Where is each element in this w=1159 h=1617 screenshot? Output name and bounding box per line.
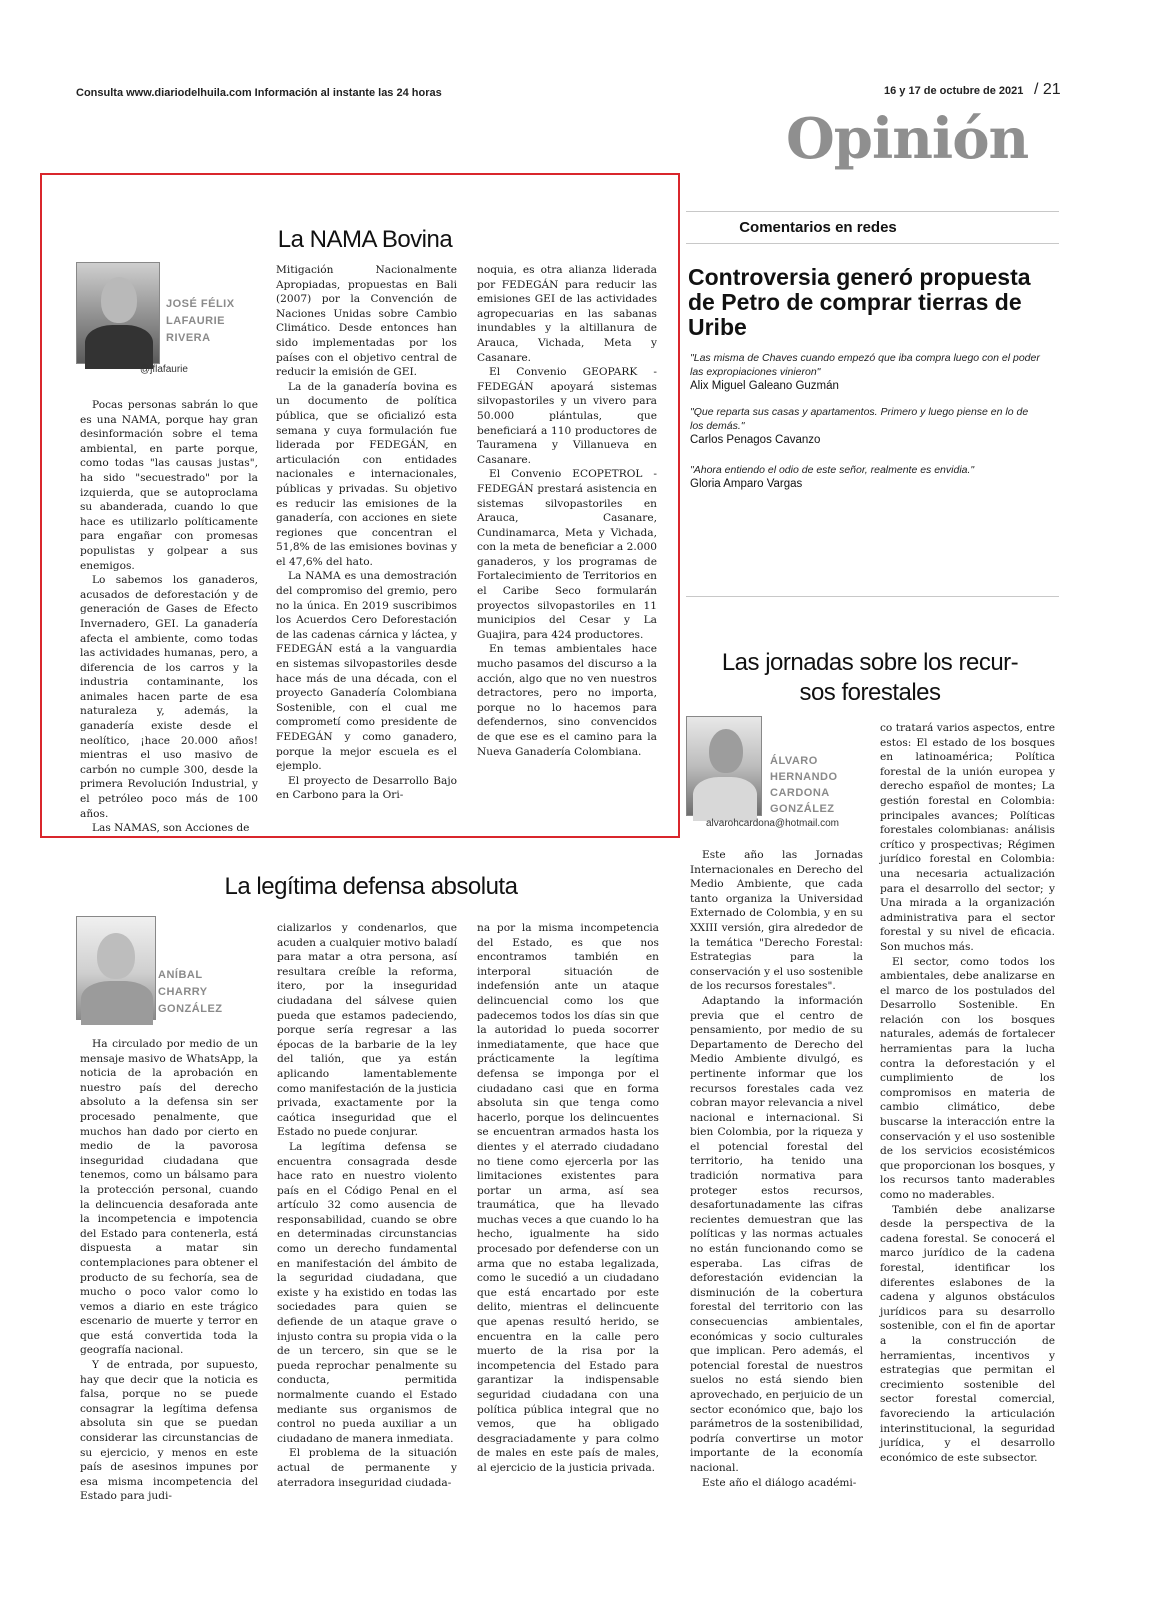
author-photo	[76, 916, 156, 1020]
article-column-2: cializarlos y condenarlos, que acuden a cualquier motivo baladí para matar a otra persona, así resultara creíble la reforma, itero, por la inseguridad ciudadana del sálvese quien pueda que estamos padeciendo, porque sería regresar a las épocas de la barbarie de la ley del talión, que ya están aplicando lamentablemente como manifestación de la justicia privada, exactamente por la caótica inseguridad que el Estado no puede conjurar. La legítima defensa se encuentra consagrada desde hace rato en nuestro violento país en el Código Penal en el artículo 32 como ausencia de responsabilidad, cuando se obre en determinadas circunstancias como un derecho fundamental en manifestación del ámbito de la seguridad ciudadana, que existe y ha existido en todas las sociedades para quien se defiende de un ataque grave o injusto contra su propia vida o la de un tercero, sin que se le pueda reprochar penalmente su conducta, permitida normalmente cuando el Estado mediante sus organismos de control no pueda auxiliar a un ciudadano de manera inmediata. El problema de la situación actual de permanente y aterradora inseguridad ciudada-	[277, 922, 457, 1489]
divider	[686, 243, 1059, 244]
article-title: Las jornadas sobre los recur- sos forestales	[721, 649, 1019, 706]
article-column-3: noquia, es otra alianza liderada por FEDEGÁN para reducir las emisiones GEI de las actividades agropecuarias en las sabanas inundables y la altillanura de Arauca, Vichada, Meta y Casanare. El Convenio GEOPARK - FEDEGÁN apoyará sistemas silvopastoriles y un vivero para 50.000 plántulas, que beneficiará a 110 productores de Tauramena y Villanueva en Casanare. El Convenio ECOPETROL - FEDEGÁN prestará asistencia en sistemas silvopastoriles en Arauca, Casanare, Cundinamarca, Meta y Vichada, con la meta de beneficiar a 2.000 ganaderos, y los programas de Fortalecimiento de Territorios en el Caribe Seco formularán proyectos silvopastoriles en 11 municipios del Cesar y La Guajira, para 424 productores. En temas ambientales hace mucho pasamos del discurso a la acción, algo que no ven nuestros detractores, pero no importa, porque no lo hacemos para defendernos, sino convencidos de que ese es el camino para la Nueva Ganadería Colombiana.	[477, 264, 657, 758]
article-column-1: Ha circulado por medio de un mensaje masivo de WhatsApp, la noticia de la aprobación en nuestro país del derecho absoluto a la defensa sin ser procesado penalmente, que muchos han dado por cierto en medio de la pavorosa inseguridad ciudadana que tenemos, como un bálsamo para la protección personal, cuando la delincuencia desaforada ante la incompetencia e impotencia del Estado para contenerla, está dispuesta a matar sin contemplaciones para obtener el producto de su fechoría, sea de mucho o poco valor como lo vemos a diario en este trágico escenario de muerte y terror en que está convertida toda la geografía nacional. Y de entrada, por supuesto, hay que decir que la noticia es falsa, porque no se puede consagrar la legítima defensa absoluta sin que se puedan considerar las circunstancias de su ejercicio, y menos en este país de asesinos impunes por esa misma incompetencia del Estado para judi-	[80, 1038, 258, 1503]
author-handle: @jflafaurie	[140, 364, 188, 375]
comment-item: "Ahora entiendo el odio de este señor, realmente es envidia." Gloria Amparo Vargas	[690, 464, 975, 490]
article-column-1: Pocas personas sabrán lo que es una NAMA, porque hay gran desinformación sobre el tema ambiental, en parte porque, como todas "las causas justas", ha sido "secuestrado" por la izquierda, que se autoproclama su abanderada, cuando lo que hace es utilizarlo políticamente para engañar con promesas populistas y golpear a sus enemigos. Lo sabemos los ganaderos, acusados de deforestación y de generación de Gases de Efecto Invernadero, GEI. La ganadería afecta el ambiente, como todas las actividades humanas, pero, a diferencia de los carros y la industria contaminante, los animales hacen parte de esa naturaleza y, además, la ganadería existe desde el neolítico, ¡hace 20.000 años! mientras el uso masivo de carbón no cumple 300, desde la primera Revolución Industrial, y el petróleo poco más de 100 años. Las NAMAS, son Acciones de	[80, 399, 258, 835]
issue-date: 16 y 17 de octubre de 2021	[884, 85, 1024, 97]
page-number: / 21	[1034, 81, 1061, 98]
article-column-2: co tratará varios aspectos, entre estos: El estado de los bosques en latinoamérica; Política forestal de la unión europea y derecho español de montes; La gestión forestal en Colombia: principales avances; Políticas forestales colombianas: análisis crítico y prospectivas; Régimen jurídico forestal en Colombia: una necesaria actualización para el desarrollo del sector; y Una mirada a la organización administrativa para el sector forestal y su nivel de eficacia. Son muchos más. El sector, como todos los ambientales, debe analizarse en el marco de los postulados del Desarrollo Sostenible. En relación con los bosques naturales, además de fortalecer herramientas para la lucha contra la deforestación y el cumplimiento de los compromisos en materia de cambio climático, debe buscarse la interacción entre la conservación y el uso sostenible de los servicios ecosistémicos que proporcionan los bosques, y los recursos tanto maderables como no maderables. También debe analizarse desde la perspectiva de la cadena forestal. Se conocerá el marco jurídico de la cadena forestal, identificar los diferentes eslabones de la cadena y algunos obstáculos jurídicos para su desarrollo sostenible, con el fin de aportar a la construcción de herramientas, incentivos y estrategias que permitan el crecimiento sostenible del sector forestal comercial, favoreciendo la articulación interinstitucional, la seguridad jurídica, y el desarrollo económico de este subsector.	[880, 722, 1055, 1464]
author-photo	[686, 716, 762, 816]
article-column-1: Este año las Jornadas Internacionales en Derecho del Medio Ambiente, que cada tanto organiza la Universidad Externado de Colombia, y en su XXIII versión, gira alrededor de la temática "Derecho Forestal: Estrategias para la conservación y el uso sostenible de los recursos forestales". Adaptando la información previa que el centro de pensamiento, por medio de su Departamento de Derecho del Medio Ambiente divulgó, es pertinente informar que los recursos forestales cada vez cobran mayor relevancia a nivel nacional e internacional. Si bien Colombia, por la riqueza y el potencial forestal del territorio, ha tenido una tradición normativa para proteger estos recursos, desafortunadamente las cifras recientes demuestran que las políticas y las normas actuales no están funcionando como se esperaba. Las cifras de deforestación evidencian la disminución de la cobertura forestal del territorio con las consecuencias ambientales, económicas y socio culturales que implican. Pero además, el potencial forestal de nuestros suelos no está siendo bien aprovechado, en perjuicio de un sector económico que, bajo los parámetros de la sostenibilidad, podría convertirse un motor importante de la economía nacional. Este año el diálogo académi-	[690, 849, 863, 1489]
divider	[686, 211, 1059, 212]
comments-section-title: Comentarios en redes	[739, 219, 897, 236]
comment-item: "Las misma de Chaves cuando empezó que iba compra luego con el poder las expropiaciones vinieron" Alix Miguel Galeano Guzmán	[690, 352, 1040, 392]
author-photo	[76, 262, 160, 364]
article-title: La NAMA Bovina	[277, 226, 453, 253]
author-email: alvarohcardona@hotmail.com	[706, 818, 839, 829]
comments-headline: Controversia generó propuesta de Petro de comprar tierras de Uribe	[688, 264, 1031, 340]
site-promo: Consulta www.diariodelhuila.com Información al instante las 24 horas	[76, 87, 442, 99]
section-title: Opinión	[786, 106, 1029, 172]
article-title: La legítima defensa absoluta	[224, 873, 518, 900]
divider	[686, 596, 1059, 597]
author-name: ANÍBAL CHARRY GONZÁLEZ	[158, 969, 223, 1015]
article-column-2: Mitigación Nacionalmente Apropiadas, propuestas en Bali (2007) por la Convención de Naciones Unidas sobre Cambio Climático. Desde entonces han sido implementadas por los países con el objetivo central de reducir la emisión de GEI. La de la ganadería bovina es un documento de política pública, que se oficializó esta semana y cuya formulación fue liderada por FEDEGÁN, en articulación con entidades nacionales e internacionales, públicas y privadas. Su objetivo es reducir las emisiones de la ganadería, con acciones en siete regiones que concentran el 51,8% de las emisiones bovinas y el 47,6% del hato. La NAMA es una demostración del compromiso del gremio, pero no la única. En 2019 suscribimos los Acuerdos Cero Deforestación de las cadenas cárnica y láctea, y FEDEGÁN está a la vanguardia en sistemas silvopastoriles desde hace más de una década, con el proyecto Ganadería Colombiana Sostenible, con el cual me comprometí como presidente de FEDEGÁN y como ganadero, porque la mejor escuela es el ejemplo. El proyecto de Desarrollo Bajo en Carbono para la Ori-	[276, 264, 457, 802]
author-name: JOSÉ FÉLIX LAFAURIE RIVERA	[166, 298, 235, 344]
article-column-3: na por la misma incompetencia del Estado, es que nos encontramos también en interporal situación de indefensión ante un ataque delincuencial como los que padecemos todos los días sin que la autoridad lo pueda socorrer inmediatamente, que hace que prácticamente la legítima defensa se imponga por el ciudadano casi que en forma absoluta sin que tenga como hacerlo, porque los delincuentes se encuentran armados hasta los dientes y el aterrado ciudadano no tiene como ejercerla por las limitaciones existentes para portar un arma, así sea traumática, que ha llevado muchas veces a que cuando lo ha hecho, igualmente ha sido procesado por defenderse con un arma que no estaba legalizada, como le sucedió a un ciudadano que está encartado por este delito, mientras el delincuente que apenas resultó herido, se encuentra en la calle pero muerto de la risa por la incompetencia del Estado para garantizar la indispensable seguridad ciudadana con una política pública integral que no vemos, que ha obligado desgraciadamente y para colmo de males en este país de males, al ejercicio de la justicia privada.	[477, 922, 659, 1474]
author-name: ÁLVARO HERNANDO CARDONA GONZÁLEZ	[770, 755, 838, 815]
comment-item: "Que reparta sus casas y apartamentos. Primero y luego piense en lo de los demás." Carlos Penagos Cavanzo	[690, 406, 1029, 446]
